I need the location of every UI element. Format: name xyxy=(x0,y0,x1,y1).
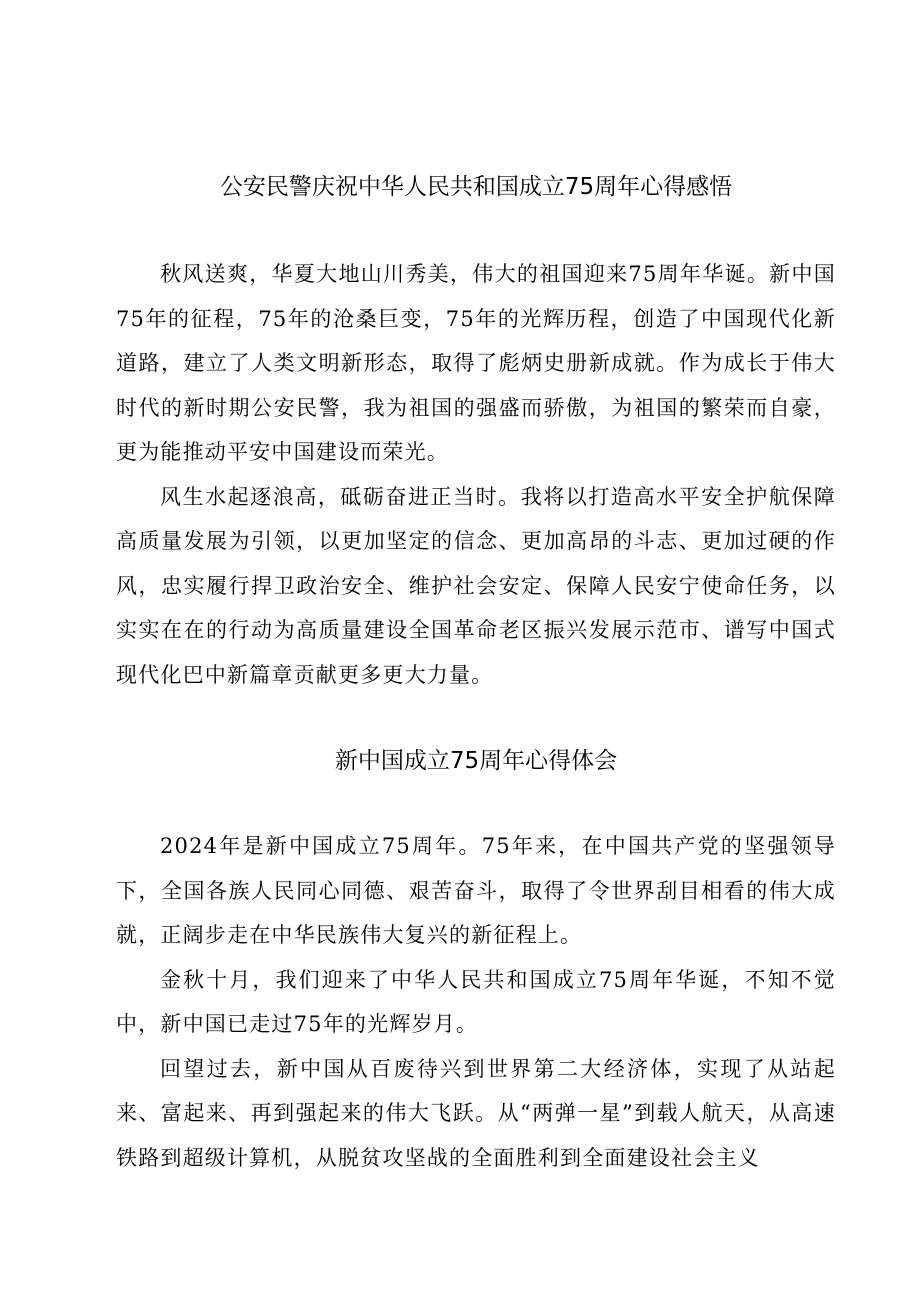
article1-paragraph-1: 秋风送爽，华夏大地山川秀美，伟大的祖国迎来75周年华诞。新中国75年的征程，75年的沧桑巨变，75年的光辉历程，创造了中国现代化新道路，建立了人类文明新形态，取得了彪炳史册新成就。作为成长于伟大时代的新时期公安民警，我为祖国的强盛而骄傲，为祖国的繁荣而自豪，更为能推动平安中国建设而荣光。 xyxy=(116,262,836,464)
article2-header xyxy=(116,742,836,775)
article2-title: 新中国成立75周年心得体会 xyxy=(334,748,618,774)
article2-body xyxy=(116,824,836,1180)
article1-body xyxy=(116,252,836,697)
article2-paragraph-2: 金秋十月，我们迎来了中华人民共和国成立75周年华诞，不知不觉中，新中国已走过75年的光辉岁月。 xyxy=(116,967,836,1036)
article2-paragraph-1: 2024年是新中国成立75周年。75年来，在中国共产党的坚强领导下，全国各族人民同心同德、艰苦奋斗，取得了令世界刮目相看的伟大成就，正阔步走在中华民族伟大复兴的新征程上。 xyxy=(116,834,836,947)
article1-title: 公安民警庆祝中华人民共和国成立75周年心得感悟 xyxy=(219,174,733,200)
article2-paragraph-3: 回望过去，新中国从百废待兴到世界第二大经济体，实现了从站起来、富起来、再到强起来的伟大飞跃。从“两弹一星”到载人航天，从高速铁路到超级计算机，从脱贫攻坚战的全面胜利到全面建设社会主义 xyxy=(116,1056,836,1170)
article1-header xyxy=(116,168,836,201)
article1-paragraph-2: 风生水起逐浪高，砥砺奋进正当时。我将以打造高水平安全护航保障高质量发展为引领，以更加坚定的信念、更加高昂的斗志、更加过硬的作风，忠实履行捍卫政治安全、维护社会安定、保障人民安宁使命任务，以实实在在的行动为高质量建设全国革命老区振兴发展示范市、谱写中国式现代化巴中新篇章贡献更多更大力量。 xyxy=(116,484,836,687)
